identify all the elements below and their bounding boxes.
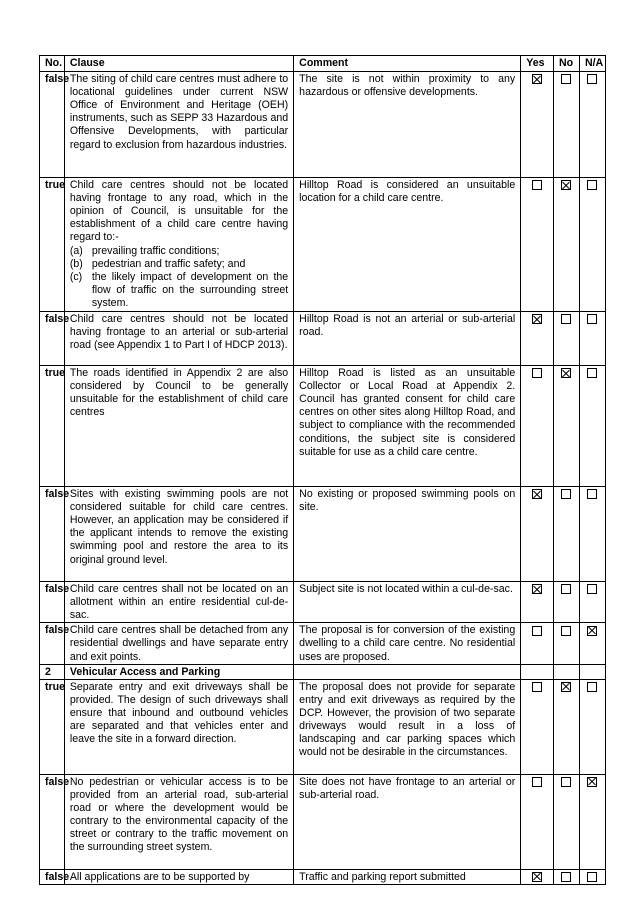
table-row [40,869,606,884]
clause-cell [64,178,293,312]
list-item-text: pedestrian and traffic safety; and [91,257,246,270]
na-cell [579,72,605,178]
yes-checkbox[interactable] [532,74,542,84]
clause-number: false [40,312,65,366]
na-checkbox[interactable] [587,682,597,692]
clause-number: false [40,869,65,884]
yes-checkbox[interactable] [532,314,542,324]
section-empty-cell [521,664,554,679]
yes-checkbox[interactable] [532,872,542,882]
list-item-label: (c) [69,270,83,283]
yes-cell [521,72,554,178]
na-cell [579,869,605,884]
na-cell [579,178,605,312]
header-no: No. [40,56,65,72]
comment-text: Site does not have frontage to an arterial or sub-arterial road. [294,774,521,869]
na-checkbox[interactable] [587,74,597,84]
na-cell [579,774,605,869]
section-empty-cell [579,664,605,679]
comment-text: Subject site is not located within a cul-de-sac. [294,582,521,623]
yes-cell [521,679,554,774]
no-cell [553,72,579,178]
na-checkbox[interactable] [587,626,597,636]
table-row [40,312,606,366]
na-checkbox[interactable] [587,489,597,499]
clause-number: false [40,774,65,869]
yes-checkbox[interactable] [532,682,542,692]
yes-checkbox[interactable] [532,584,542,594]
na-cell [579,679,605,774]
yes-cell [521,774,554,869]
table-row [40,623,606,664]
compliance-table [39,55,606,885]
no-cell [553,679,579,774]
yes-cell [521,366,554,487]
clause-number: false [40,487,65,582]
no-checkbox[interactable] [561,584,571,594]
header-na: N/A [579,56,605,72]
yes-cell [521,312,554,366]
na-cell [579,366,605,487]
na-checkbox[interactable] [587,368,597,378]
no-cell [553,178,579,312]
header-comment: Comment [294,56,521,72]
comment-text: The proposal does not provide for separate entry and exit driveways as required by the DCP. However, the provision of two separate driveways would result in a loss of landscaping and car parking spaces which would not be desirable in the circumstances. [294,679,521,774]
no-cell [553,774,579,869]
no-cell [553,869,579,884]
yes-cell [521,178,554,312]
section-title: Vehicular Access and Parking [64,664,293,679]
clause-text: All applications are to be supported by [64,869,293,884]
clause-number: false [40,623,65,664]
clause-number: false [40,582,65,623]
no-cell [553,487,579,582]
yes-checkbox[interactable] [532,626,542,636]
comment-text: No existing or proposed swimming pools on site. [294,487,521,582]
no-cell [553,366,579,487]
table-row [40,679,606,774]
no-checkbox[interactable] [561,74,571,84]
comment-text: Hilltop Road is considered an unsuitable location for a child care centre. [294,178,521,312]
table-row [40,774,606,869]
yes-cell [521,869,554,884]
yes-cell [521,487,554,582]
na-checkbox[interactable] [587,584,597,594]
clause-text: Sites with existing swimming pools are not considered suitable for child care centres. However, an application may be considered if the applicant intends to remove the existing swimming pool and restore the area to its original ground level. [64,487,293,582]
clause-number: false [40,72,65,178]
no-checkbox[interactable] [561,368,571,378]
yes-checkbox[interactable] [532,368,542,378]
na-checkbox[interactable] [587,180,597,190]
list-item-label: (b) [69,257,83,270]
na-cell [579,582,605,623]
clause-number: true [40,178,65,312]
na-cell [579,487,605,582]
na-cell [579,312,605,366]
clause-text: Separate entry and exit driveways shall be provided. The design of such driveways shall ensure that inbound and outbound vehicles are separated and that vehicles enter and leave the site in a forward direction. [64,679,293,774]
clause-text: Child care centres should not be located having frontage to an arterial or sub-arterial road (see Appendix 1 to Part I of HDCP 2013). [64,312,293,366]
clause-text: Child care centres shall be detached from any residential dwellings and have separate entry and exit points. [64,623,293,664]
table-row [40,487,606,582]
header-clause: Clause [64,56,293,72]
no-cell [553,582,579,623]
clause-text: The roads identified in Appendix 2 are also considered by Council to be generally unsuitable for the establishment of child care centres [64,366,293,487]
comment-text: Hilltop Road is listed as an unsuitable Collector or Local Road at Appendix 2. Council has granted consent for child care centres on other sites along Hilltop Road, and subject to compliance with the recommended conditions, the subject site is considered suitable for use as a child care centre. [294,366,521,487]
no-checkbox[interactable] [561,180,571,190]
no-checkbox[interactable] [561,314,571,324]
list-item [70,245,288,258]
no-checkbox[interactable] [561,626,571,636]
na-checkbox[interactable] [587,314,597,324]
clause-number: true [40,366,65,487]
clause-number: true [40,679,65,774]
table-header-row [40,56,606,72]
no-checkbox[interactable] [561,489,571,499]
yes-cell [521,582,554,623]
section-number: 2 [40,664,65,679]
clause-text: The siting of child care centres must adhere to locational guidelines under current NSW Office of Environment and Heritage (OEH) instruments, such as SEPP 33 Hazardous and Offensive Developments, with particular regard to exclusion from hazardous industries. [64,72,293,178]
comment-text: The site is not within proximity to any hazardous or offensive developments. [294,72,521,178]
table-row [40,178,606,312]
header-no-col: No [553,56,579,72]
section-empty-cell [294,664,521,679]
yes-checkbox[interactable] [532,489,542,499]
list-item-text: the likely impact of development on the flow of traffic on the surrounding street system. [91,270,289,309]
list-item [70,271,288,310]
comment-text: Hilltop Road is not an arterial or sub-arterial road. [294,312,521,366]
yes-checkbox[interactable] [532,180,542,190]
section-heading-row [40,664,606,679]
yes-cell [521,623,554,664]
header-yes: Yes [521,56,554,72]
comment-text: The proposal is for conversion of the existing dwelling to a child care centre. No residential uses are proposed. [294,623,521,664]
section-empty-cell [553,664,579,679]
no-checkbox[interactable] [561,777,571,787]
no-checkbox[interactable] [561,682,571,692]
clause-text: Child care centres shall not be located on an allotment within an entire residential cul-de-sac. [64,582,293,623]
na-checkbox[interactable] [587,777,597,787]
no-cell [553,312,579,366]
yes-checkbox[interactable] [532,777,542,787]
no-checkbox[interactable] [561,872,571,882]
clause-text: Child care centres should not be located having frontage to any road, which in the opinion of Council, is unsuitable for the establishment of a child care centre having regard to:- [69,179,289,244]
no-cell [553,623,579,664]
na-checkbox[interactable] [587,872,597,882]
clause-text: No pedestrian or vehicular access is to be provided from an arterial road, sub-arterial road or where the development would be contrary to the environmental capacity of the street or contrary to the traffic movement on the surrounding street system. [64,774,293,869]
list-item-text: prevailing traffic conditions; [91,244,220,257]
na-cell [579,623,605,664]
table-row [40,582,606,623]
comment-text: Traffic and parking report submitted [294,869,521,884]
table-row [40,72,606,178]
list-item-label: (a) [69,244,83,257]
table-row [40,366,606,487]
list-item [70,258,288,271]
